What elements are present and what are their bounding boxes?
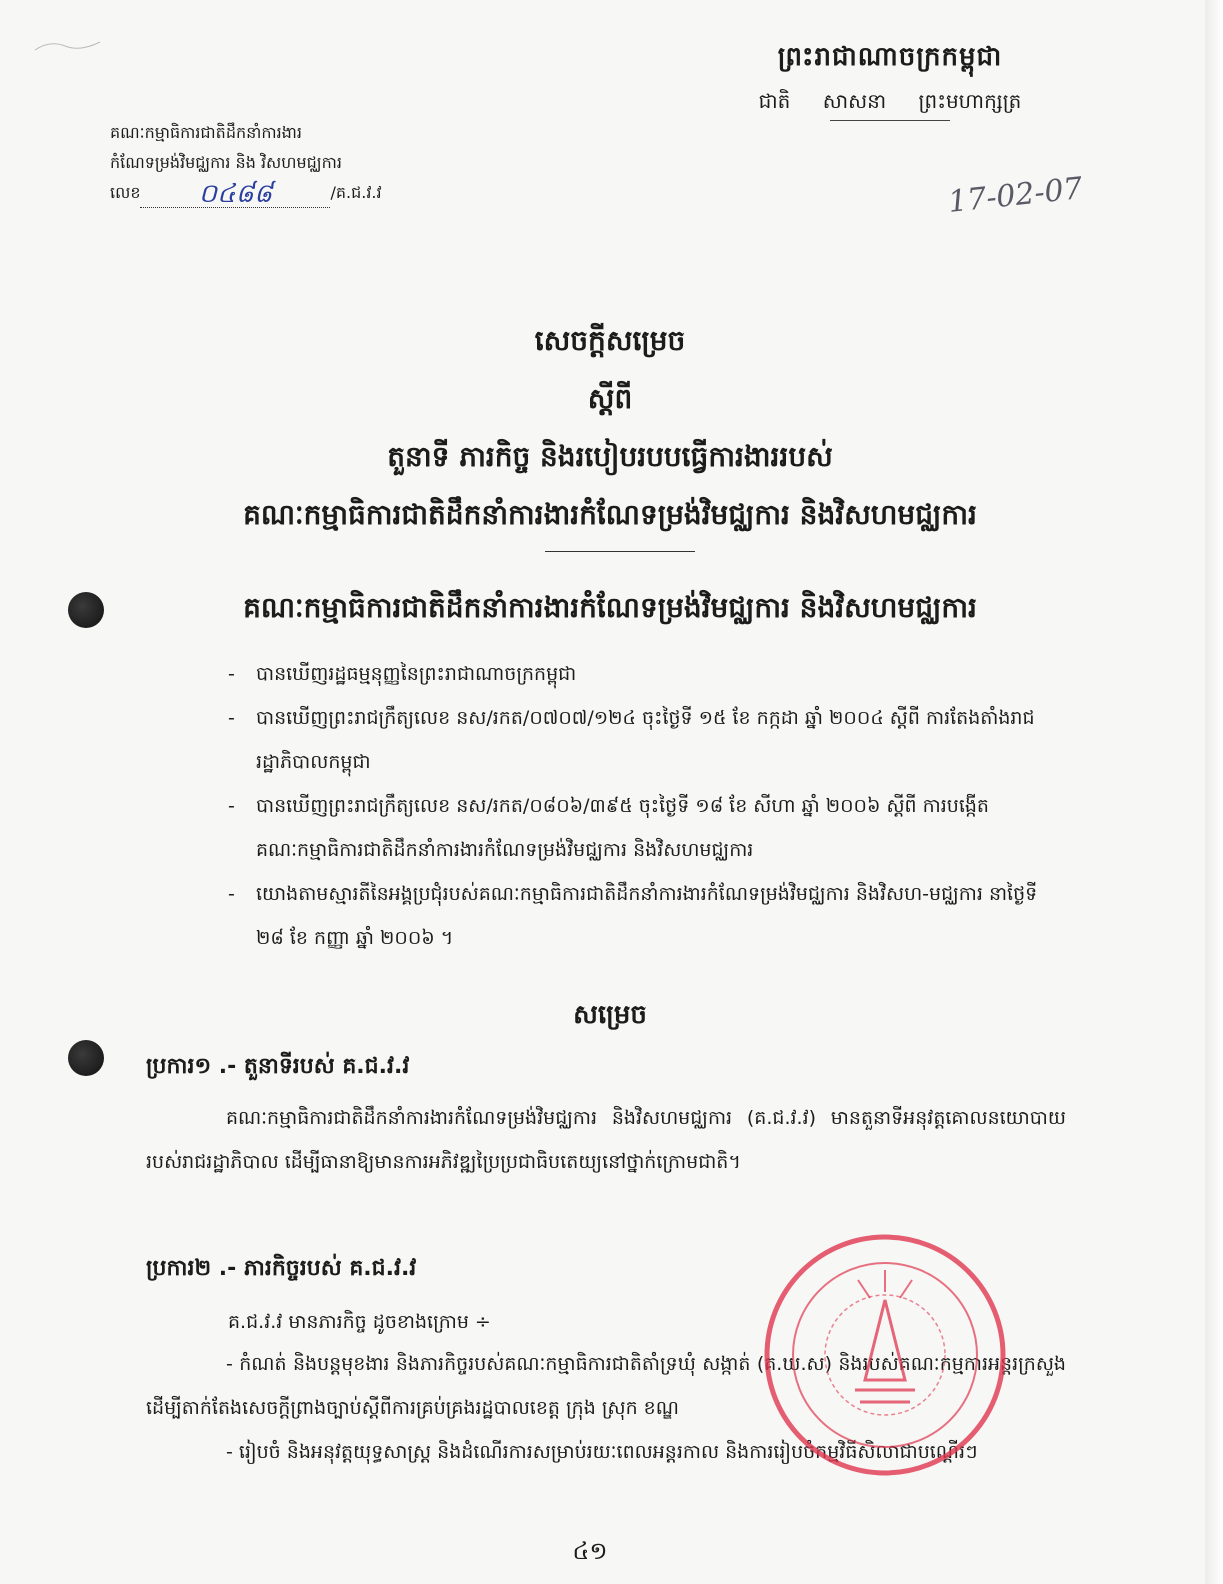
article-2-intro: គ.ជ.វ.វ មានភារកិច្ច ដូចខាងក្រោម ÷ <box>228 1311 491 1333</box>
ref-number-handwritten: ០៤៨៨ <box>140 181 330 208</box>
article-2-item-2: - រៀបចំ និងអនុវត្តយុទ្ធសាស្ត្រ និងដំណើរការសម្រាប់រយៈពេលអន្តរកាល និងការរៀបចំ​កម្មវិធីសិលាជាបណ្ដើរៗ <box>226 1441 978 1463</box>
handwritten-date: 17-02-07 <box>946 171 1085 220</box>
title-line-3: តួនាទី ភារកិច្ច និងរបៀបរបបធ្វើការងាររបស់ <box>387 440 833 473</box>
article-1-heading: ប្រការ១ .- តួនាទីរបស់ គ.ជ.វ.វ <box>146 1054 410 1079</box>
issuer-line-2: កំណែទម្រង់វិមជ្ឈការ និង វិសហមជ្ឈការ <box>110 153 342 172</box>
kingdom-title: ព្រះរាជាណាចក្រកម្ពុជា <box>777 42 1003 72</box>
title-line-4: គណៈកម្មាធិការជាតិដឹកនាំការងារកំណែទម្រង់វិមជ្ឈការ និងវិសហមជ្ឈការ <box>243 498 977 531</box>
page-edge <box>1205 0 1223 1584</box>
punch-hole <box>68 592 104 628</box>
title-divider <box>545 551 695 552</box>
article-1-body: គណៈកម្មាធិការជាតិដឹកនាំការងារកំណែទម្រង់វិមជ្ឈការ និងវិសហមជ្ឈការ (គ.ជ.វ.វ) មានតួនាទីអនុវត្តគោលនយោបាយរបស់រាជរដ្ឋាភិបាល ដើម្បីធានាឱ្យមានការអភិវឌ្ឍប្រៃប្រជាធិបតេយ្យនៅថ្នាក់ក្រោមជាតិ។ <box>146 1107 1066 1173</box>
corner-smudge <box>30 30 120 60</box>
preamble-item: - យោងតាមស្មារតីនៃអង្គប្រជុំរបស់គណៈកម្មាធិការជាតិដឹកនាំការងារកំណែទម្រង់វិមជ្ឈការ និងវិសហ-មជ្ឈការ នាថ្ងៃទី ២៨ ខែ កញ្ញា ឆ្នាំ ២០០៦ ។ <box>228 883 1038 949</box>
punch-hole <box>68 1040 104 1076</box>
preamble-item: - បានឃើញព្រះរាជក្រឹត្យលេខ នស/រកត/០៧០៧/១២៤ ចុះថ្ងៃទី ១៥ ខែ កក្កដា ឆ្នាំ ២០០៤ ស្ដីពី ការតែងតាំងរាជរដ្ឋាភិបាលកម្ពុជា <box>228 707 1035 773</box>
kingdom-header <box>700 40 1080 121</box>
article-2-heading: ប្រការ២ .- ភារកិច្ចរបស់ គ.ជ.វ.វ <box>146 1256 417 1281</box>
official-seal-stamp <box>760 1230 1010 1480</box>
title-line-2: ស្ដីពី <box>587 382 633 415</box>
kingdom-motto: ជាតិ សាសនា ព្រះមហាក្សត្រ <box>758 89 1022 113</box>
preamble-item: - បានឃើញព្រះរាជក្រឹត្យលេខ នស/រកត/០៨០៦/៣៩៥ ចុះថ្ងៃទី ១៨ ខែ សីហា ឆ្នាំ ២០០៦ ស្ដីពី ការបង្កើតគណៈកម្មាធិការជាតិដឹកនាំការងារកំណែទម្រង់វិមជ្ឈការ និងវិសហមជ្ឈការ <box>228 795 989 861</box>
article-2-item-1: - កំណត់ និងបន្តមុខងារ និងភារកិច្ចរបស់គណៈកម្មាធិការជាតិតាំទ្រឃុំ សង្កាត់ (គ.ឃ.ស) និងរបស់គណៈកម្មការអន្តរក្រសួងដើម្បីតាក់តែងសេចក្ដីព្រាងច្បាប់ស្ដីពីការគ្រប់គ្រងរដ្ឋបាលខេត្ត ក្រុង ស្រុក ខណ្ឌ <box>146 1353 1066 1419</box>
title-line-1: សេចក្ដីសម្រេច <box>534 324 686 357</box>
decides-heading: សម្រេច <box>573 1000 647 1030</box>
ref-prefix: លេខ <box>110 183 141 202</box>
issuer-block <box>110 118 470 208</box>
motto-ornament <box>830 120 950 121</box>
page-number: ៤១ <box>572 1537 608 1565</box>
reference-line <box>110 178 470 208</box>
preamble-item: - បានឃើញរដ្ឋធម្មនុញ្ញនៃព្រះរាជាណាចក្រកម្ពុជា <box>228 663 577 685</box>
ref-suffix: /គ.ជ.វ.វ <box>330 183 382 202</box>
issuer-heading: គណៈកម្មាធិការជាតិដឹកនាំការងារកំណែទម្រង់វិមជ្ឈការ និងវិសហមជ្ឈការ <box>243 591 977 624</box>
issuer-line-1: គណៈកម្មាធិការជាតិដឹកនាំការងារ <box>110 123 302 142</box>
decision-title <box>100 312 1120 544</box>
preamble-list <box>228 652 1068 960</box>
